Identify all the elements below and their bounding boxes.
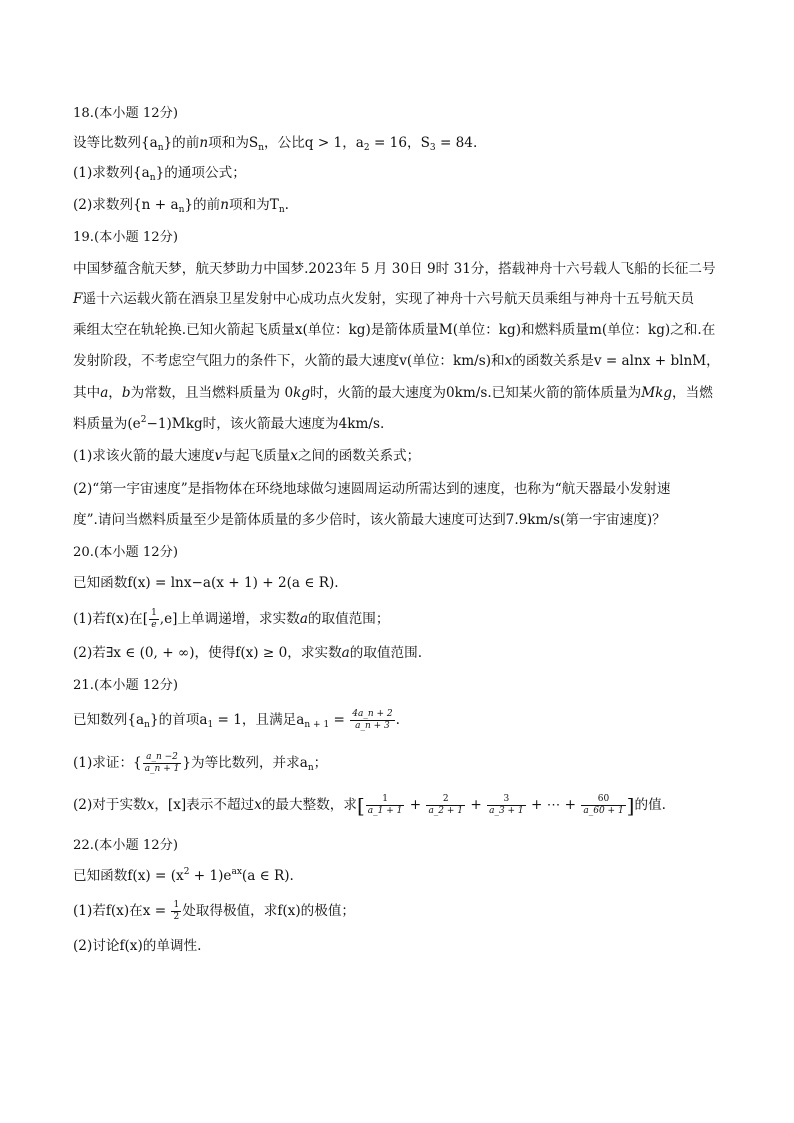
fraction-1-over-e: $\frac{1}{e}$ [151, 608, 157, 630]
q18-part2: (2)求数列$\{n + a_n\}$的前n项和为$T_n$. [73, 197, 289, 215]
q18-part1: (1)求数列$\{a_n\}$的通项公式； [73, 165, 246, 183]
q18-stem: 设等比数列$\{a_n\}$的前n项和为$S_n$，公比q > 1，$a_2 = 16$，$S_3 = 84$. [73, 135, 478, 153]
q19-part2-line2: 度”.请问当燃料质量至少是箭体质量的多少倍时，该火箭最大速度可达到7.9km/s(第一宇宙速度)？ [73, 512, 666, 528]
q22-stem: 已知函数$f(x) = (x^2 + 1)e^{ax}(a$ ∈ R). [73, 867, 294, 884]
q19-line5: 其中a，b为常数，且当燃料质量为 0kg时，火箭的最大速度为0km/s.已知某火箭的箭体质量为Mkg，当燃 [73, 385, 713, 401]
sum-term-60: $\frac{60}{a\_60 + 1}$ [583, 794, 624, 816]
sum-term-2: $\frac{2}{a\_2 + 1}$ [428, 794, 464, 816]
q21-stem: 已知数列$\{a_n\}$的首项$a_1 = 1$，且满足$a_{n + 1}$ = $\frac{4a\_n + 2}{a\_n + 3}$ . [73, 709, 400, 731]
q19-line4: 发射阶段，不考虑空气阻力的条件下，火箭的最大速度v(单位：km/s)和x的函数关系是v = alnx + blnM， [73, 353, 720, 369]
q22-part1: (1)若f(x)在x = $\frac{1}{2}$ 处取得极值，求f(x)的极值； [73, 900, 356, 922]
q22-heading: 22.(本小题 12分) [73, 838, 178, 853]
fraction-1-over-2: $\frac{1}{2}$ [173, 900, 180, 922]
q20-part1: (1)若f(x)在[ $\frac{1}{e}$ ,e]上单调递增，求实数a的取值范围； [73, 608, 390, 630]
q19-heading: 19.(本小题 12分) [73, 230, 178, 245]
q19-part1: (1)求该火箭的最大速度v与起飞质量x之间的函数关系式； [73, 448, 421, 464]
recurrence-fraction: $\frac{4a\_n + 2}{a\_n + 3}$ [352, 709, 393, 731]
q19-line2: F遥十六运载火箭在酒泉卫星发射中心成功点火发射，实现了神舟十六号航天员乘组与神舟十五号航天员 [73, 291, 695, 307]
q22-part2: (2)讨论f(x)的单调性. [73, 938, 202, 954]
q19-line6: 料质量为$(e^2-1)Mkg$时，该火箭最大速度为4km/s. [73, 415, 385, 432]
q21-heading: 21.(本小题 12分) [73, 678, 178, 693]
q19-line1: 中国梦蕴含航天梦，航天梦助力中国梦.2023年 5 月 30日 9时 31分，搭载神舟十六号载人飞船的长征二号 [73, 261, 716, 277]
q18-heading: 18.(本小题 12分) [73, 106, 178, 121]
q19-line3: 乘组太空在轨轮换.已知火箭起飞质量x(单位：kg)是箭体质量M(单位：kg)和燃料质量m(单位：kg)之和.在 [73, 322, 716, 338]
ratio-fraction: $\frac{a\_n -2}{a\_n + 1}$ [144, 752, 180, 774]
q20-stem: 已知函数f(x) = lnx−a(x + 1) + 2(a ∈ R). [73, 575, 339, 591]
q20-part2: (2)若∃x ∈ (0, + ∞)，使得f(x) ≥ 0，求实数a的取值范围. [73, 645, 423, 661]
q21-part2: (2)对于实数x，[x]表示不超过x的最大整数，求[ $\frac{1}{a\_1 + 1}$ + $\frac{2}{a\_2 + 1}$ + $\frac{3}{a\_3 + 1}$ + ⋯ + $\frac{60}{a\_60 + 1}$ ]的值. [73, 793, 666, 818]
q20-heading: 20.(本小题 12分) [73, 545, 178, 560]
sum-term-3: $\frac{3}{a\_3 + 1}$ [489, 794, 524, 816]
q19-part2-line1: (2)“第一宇宙速度”是指物体在环绕地球做匀速圆周运动所需达到的速度，也称为“航天器最小发射速 [73, 481, 671, 497]
q21-part1: (1)求证：{ $\frac{a\_n -2}{a\_n + 1}$ }为等比数列，并求$a_n$； [73, 752, 328, 774]
sum-term-1: $\frac{1}{a\_1 + 1}$ [367, 794, 403, 816]
